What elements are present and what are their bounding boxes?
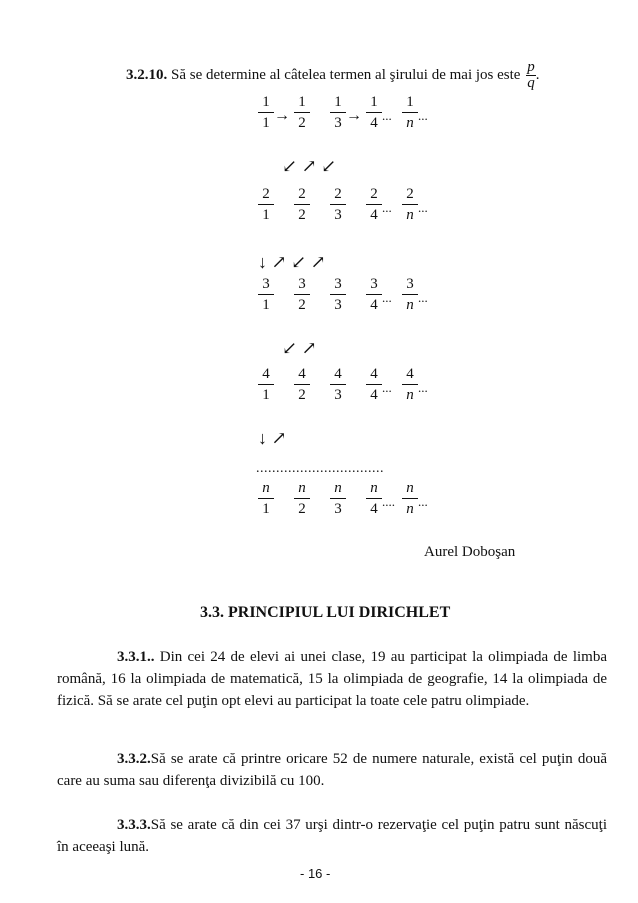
fraction-denominator: 2 xyxy=(298,207,306,223)
problem-3-3-2 xyxy=(57,748,607,792)
fraction-denominator: 4 xyxy=(370,387,378,403)
arrow-line-3: ↙ ↗ xyxy=(282,338,317,358)
fraction-numerator: 2 xyxy=(262,186,270,202)
fraction-numerator: 1 xyxy=(370,94,378,110)
fraction-numerator: n xyxy=(370,480,378,496)
fraction-bar xyxy=(294,294,310,295)
problem-text: Din cei 24 de elevi ai unei clase, 19 au participat la olimpiada de limba română, 16 la olimpiada de matematică, 15 la olimpiada de geografie, 14 la olimpiada de fizică. Să se arate cel puţin opt elevi au participat la toate cele patru olimpiade. xyxy=(57,649,607,709)
ellipsis: ... xyxy=(418,108,428,123)
fraction xyxy=(366,94,382,131)
fraction xyxy=(294,480,310,517)
problem-label: 3.2.10. xyxy=(126,66,168,83)
fraction xyxy=(258,276,274,313)
fraction-numerator: 4 xyxy=(334,366,342,382)
fraction-denominator: n xyxy=(406,207,414,223)
fraction-denominator: 3 xyxy=(334,297,342,313)
fraction-bar xyxy=(294,384,310,385)
problem-statement xyxy=(126,60,539,91)
fraction-numerator: 1 xyxy=(406,94,414,110)
fraction xyxy=(258,94,274,131)
fraction xyxy=(294,186,310,223)
fraction-denominator: n xyxy=(406,115,414,131)
section-title: 3.3. PRINCIPIUL LUI DIRICHLET xyxy=(200,604,451,621)
fraction-denominator: 4 xyxy=(370,207,378,223)
fraction-bar xyxy=(294,204,310,205)
fraction-bar xyxy=(366,498,382,499)
fraction-numerator: 1 xyxy=(262,94,270,110)
fraction xyxy=(366,186,382,223)
fraction-denominator: 3 xyxy=(334,207,342,223)
fraction-denominator: n xyxy=(406,501,414,517)
fraction-bar xyxy=(330,112,346,113)
fraction-bar xyxy=(402,112,418,113)
fraction-denominator: 2 xyxy=(298,297,306,313)
fraction-bar xyxy=(402,384,418,385)
fraction-bar xyxy=(402,498,418,499)
fraction-denominator: q xyxy=(527,75,535,91)
fraction xyxy=(402,480,418,517)
problem-label: 3.3.1.. xyxy=(117,649,155,665)
fraction-numerator: p xyxy=(527,59,535,75)
fraction-bar xyxy=(258,498,274,499)
fraction-bar xyxy=(366,294,382,295)
fraction-denominator: 2 xyxy=(298,387,306,403)
fraction-bar xyxy=(258,384,274,385)
fraction-bar xyxy=(258,294,274,295)
fraction-numerator: 2 xyxy=(298,186,306,202)
ellipsis: ... xyxy=(382,200,392,215)
fraction-numerator: 4 xyxy=(298,366,306,382)
fraction xyxy=(330,94,346,131)
ellipsis: ... xyxy=(418,290,428,305)
fraction xyxy=(258,186,274,223)
ellipsis: ... xyxy=(418,380,428,395)
fraction-numerator: 1 xyxy=(334,94,342,110)
fraction-bar xyxy=(258,204,274,205)
problem-label: 3.3.3. xyxy=(117,817,151,833)
fraction xyxy=(366,366,382,403)
fraction-denominator: 3 xyxy=(334,501,342,517)
arrow-line-4: ↓ ↗ xyxy=(258,428,287,448)
fraction-bar xyxy=(258,112,274,113)
fraction-denominator: 1 xyxy=(262,387,270,403)
arrow-line-1: ↙ ↗ ↙ xyxy=(282,156,337,176)
fraction-numerator: 3 xyxy=(262,276,270,292)
fraction xyxy=(402,366,418,403)
fraction xyxy=(366,276,382,313)
fraction-numerator: 2 xyxy=(370,186,378,202)
problem-text: Să se arate că din cei 37 urşi dintr-o rezervaţie cel puţin patru sunt născuţi în aceeaşi lună. xyxy=(57,817,607,855)
fraction xyxy=(294,366,310,403)
fraction-numerator: n xyxy=(262,480,270,496)
fraction xyxy=(330,186,346,223)
fraction-numerator: 3 xyxy=(334,276,342,292)
fraction-numerator: 4 xyxy=(262,366,270,382)
problem-3-3-3 xyxy=(57,814,607,858)
ellipsis: ... xyxy=(418,200,428,215)
fraction-bar xyxy=(330,204,346,205)
problem-text: Să se determine al câtelea termen al şirului de mai jos este xyxy=(171,66,521,83)
fraction-numerator: 4 xyxy=(406,366,414,382)
dotted-separator: ................................ xyxy=(256,461,384,476)
fraction-bar xyxy=(294,112,310,113)
problem-text: Să se arate că printre oricare 52 de numere naturale, există cel puţin două care au suma sau diferenţa divizibilă cu 100. xyxy=(57,751,607,789)
fraction xyxy=(366,480,382,517)
author-name: Aurel Doboşan xyxy=(424,544,516,560)
fraction-numerator: 4 xyxy=(370,366,378,382)
fraction-denominator: 1 xyxy=(262,115,270,131)
fraction-numerator: 3 xyxy=(298,276,306,292)
fraction-denominator: 3 xyxy=(334,115,342,131)
arrow-right-icon: → xyxy=(346,107,362,124)
fraction-bar xyxy=(330,498,346,499)
fraction xyxy=(294,94,310,131)
fraction-numerator: n xyxy=(334,480,342,496)
ellipsis: ... xyxy=(382,290,392,305)
fraction-bar xyxy=(402,204,418,205)
fraction xyxy=(258,480,274,517)
inline-fraction xyxy=(526,60,536,91)
ellipsis: ... xyxy=(418,494,428,509)
fraction-denominator: 2 xyxy=(298,115,306,131)
fraction-bar xyxy=(330,384,346,385)
fraction-bar xyxy=(366,384,382,385)
fraction xyxy=(330,276,346,313)
ellipsis: ... xyxy=(382,108,392,123)
fraction xyxy=(402,94,418,131)
fraction xyxy=(294,276,310,313)
arrow-right-icon: → xyxy=(274,107,290,124)
fraction-numerator: 3 xyxy=(370,276,378,292)
fraction-denominator: n xyxy=(406,387,414,403)
problem-label: 3.3.2. xyxy=(117,751,151,767)
fraction-denominator: 3 xyxy=(334,387,342,403)
fraction-numerator: 2 xyxy=(406,186,414,202)
fraction-numerator: 3 xyxy=(406,276,414,292)
problem-3-3-1 xyxy=(57,646,607,712)
fraction xyxy=(330,480,346,517)
ellipsis: .... xyxy=(382,494,395,509)
fraction-numerator: n xyxy=(406,480,414,496)
fraction-denominator: 4 xyxy=(370,297,378,313)
problem-end: . xyxy=(535,66,540,83)
fraction-bar xyxy=(366,112,382,113)
page-number: - 16 - xyxy=(300,866,331,881)
fraction-bar xyxy=(402,294,418,295)
fraction-denominator: 1 xyxy=(262,207,270,223)
fraction-denominator: 2 xyxy=(298,501,306,517)
fraction-denominator: n xyxy=(406,297,414,313)
fraction-bar xyxy=(366,204,382,205)
fraction-numerator: 2 xyxy=(334,186,342,202)
fraction-denominator: 4 xyxy=(370,501,378,517)
fraction xyxy=(402,276,418,313)
fraction-denominator: 4 xyxy=(370,115,378,131)
fraction-denominator: 1 xyxy=(262,297,270,313)
fraction-numerator: n xyxy=(298,480,306,496)
fraction xyxy=(330,366,346,403)
fraction xyxy=(258,366,274,403)
fraction-bar xyxy=(294,498,310,499)
ellipsis: ... xyxy=(382,380,392,395)
fraction-numerator: 1 xyxy=(298,94,306,110)
fraction xyxy=(402,186,418,223)
fraction-bar xyxy=(330,294,346,295)
arrow-line-2: ↓ ↗ ↙ ↗ xyxy=(258,252,326,272)
fraction-denominator: 1 xyxy=(262,501,270,517)
